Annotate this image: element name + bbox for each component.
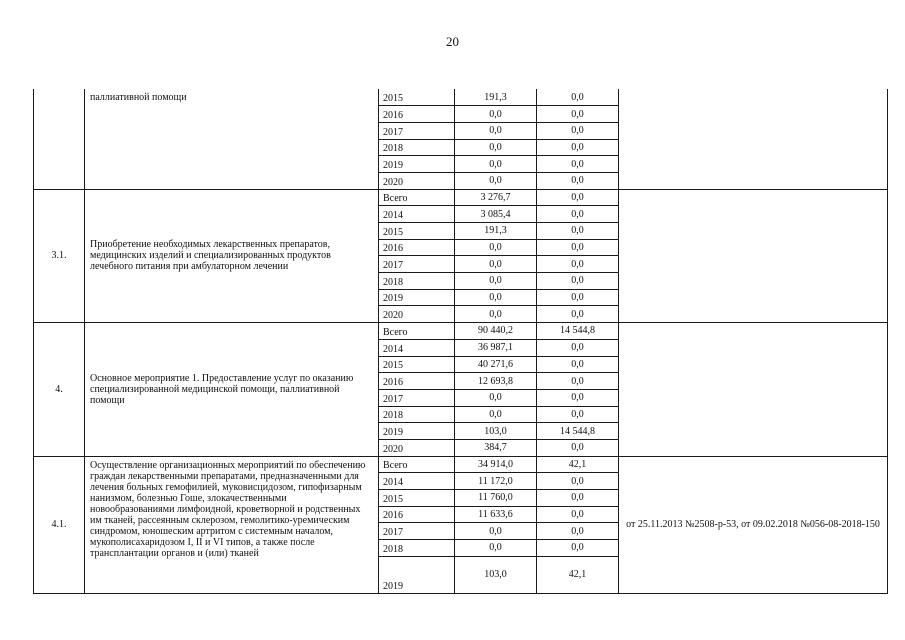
year-cell: 2016 [379, 373, 455, 390]
year-cell: 2018 [379, 139, 455, 156]
year-cell: 2020 [379, 439, 455, 456]
program-table [33, 89, 888, 594]
value-federal-cell: 0,0 [537, 306, 619, 323]
year-cell: 2017 [379, 523, 455, 540]
year-cell: 2018 [379, 273, 455, 290]
year-cell: 2017 [379, 122, 455, 139]
value-total-cell: 0,0 [455, 523, 537, 540]
value-total-cell: 103,0 [455, 556, 537, 593]
value-total-cell: 3 276,7 [455, 189, 537, 206]
table-row [34, 189, 888, 206]
item-name: паллиативной помощи [85, 89, 379, 189]
value-federal-cell: 0,0 [537, 122, 619, 139]
note-cell: от 25.11.2013 №2508-р-53, от 09.02.2018 №056-08-2018-150 [619, 456, 888, 593]
value-federal-cell: 0,0 [537, 256, 619, 273]
table-row [34, 456, 888, 473]
year-cell: 2016 [379, 106, 455, 123]
value-total-cell: 90 440,2 [455, 323, 537, 340]
year-cell: 2014 [379, 339, 455, 356]
value-total-cell: 191,3 [455, 223, 537, 240]
value-total-cell: 0,0 [455, 289, 537, 306]
value-total-cell: 191,3 [455, 89, 537, 106]
value-federal-cell: 0,0 [537, 189, 619, 206]
note-cell [619, 89, 888, 189]
value-federal-cell: 0,0 [537, 540, 619, 557]
value-total-cell: 0,0 [455, 273, 537, 290]
year-cell: 2015 [379, 356, 455, 373]
value-federal-cell: 14 544,8 [537, 423, 619, 440]
value-total-cell: 11 172,0 [455, 473, 537, 490]
value-total-cell: 384,7 [455, 439, 537, 456]
value-federal-cell: 0,0 [537, 139, 619, 156]
table-row [34, 323, 888, 340]
value-total-cell: 0,0 [455, 256, 537, 273]
value-federal-cell: 0,0 [537, 339, 619, 356]
value-total-cell: 11 760,0 [455, 490, 537, 507]
value-federal-cell: 0,0 [537, 373, 619, 390]
item-name: Основное мероприятие 1. Предоставление услуг по оказанию специализированной медицинской помощи, паллиативной помощи [85, 323, 379, 457]
value-federal-cell: 0,0 [537, 439, 619, 456]
value-federal-cell: 0,0 [537, 172, 619, 189]
value-total-cell: 0,0 [455, 389, 537, 406]
value-total-cell: 0,0 [455, 156, 537, 173]
year-cell: 2019 [379, 423, 455, 440]
table-body [34, 89, 888, 593]
value-total-cell: 0,0 [455, 306, 537, 323]
value-federal-cell: 0,0 [537, 223, 619, 240]
value-federal-cell: 0,0 [537, 156, 619, 173]
year-cell: 2018 [379, 406, 455, 423]
value-total-cell: 36 987,1 [455, 339, 537, 356]
item-number [34, 89, 85, 189]
year-cell: 2015 [379, 223, 455, 240]
value-federal-cell: 0,0 [537, 106, 619, 123]
year-cell: Всего [379, 456, 455, 473]
value-federal-cell: 0,0 [537, 273, 619, 290]
value-total-cell: 0,0 [455, 106, 537, 123]
note-cell [619, 189, 888, 323]
value-total-cell: 40 271,6 [455, 356, 537, 373]
value-federal-cell: 0,0 [537, 406, 619, 423]
value-federal-cell: 14 544,8 [537, 323, 619, 340]
item-number: 3.1. [34, 189, 85, 323]
value-total-cell: 103,0 [455, 423, 537, 440]
page-number: 20 [446, 34, 459, 49]
item-name: Приобретение необходимых лекарственных препаратов, медицинских изделий и специализированных продуктов лечебного питания при амбулаторном лечении [85, 189, 379, 323]
year-cell: Всего [379, 189, 455, 206]
value-total-cell: 0,0 [455, 172, 537, 189]
table-row [34, 89, 888, 106]
year-cell: 2016 [379, 239, 455, 256]
value-federal-cell: 42,1 [537, 456, 619, 473]
value-total-cell: 0,0 [455, 139, 537, 156]
value-total-cell: 11 633,6 [455, 506, 537, 523]
value-total-cell: 34 914,0 [455, 456, 537, 473]
value-federal-cell: 42,1 [537, 556, 619, 593]
year-cell: 2020 [379, 172, 455, 189]
year-cell: 2016 [379, 506, 455, 523]
value-federal-cell: 0,0 [537, 523, 619, 540]
year-cell: 2020 [379, 306, 455, 323]
value-federal-cell: 0,0 [537, 89, 619, 106]
value-total-cell: 0,0 [455, 239, 537, 256]
value-federal-cell: 0,0 [537, 239, 619, 256]
item-number: 4.1. [34, 456, 85, 593]
value-federal-cell: 0,0 [537, 356, 619, 373]
value-federal-cell: 0,0 [537, 289, 619, 306]
note-cell [619, 323, 888, 457]
year-cell: 2019 [379, 156, 455, 173]
item-number: 4. [34, 323, 85, 457]
year-cell: 2017 [379, 256, 455, 273]
year-cell: 2014 [379, 206, 455, 223]
value-federal-cell: 0,0 [537, 473, 619, 490]
value-total-cell: 3 085,4 [455, 206, 537, 223]
value-total-cell: 0,0 [455, 122, 537, 139]
item-name: Осуществление организационных мероприятий по обеспечению граждан лекарственными препаратами, предназначенными для лечения больных гемофилией, муковисцидозом, гипофизарным нанизмом, болезнью Гоше, злокачественными новообразованиями лимфоидной, кроветворной и родственных им тканей, рассеянным склерозом, гемолитико-уремическим синдромом, юношеским артритом с системным началом, мукополисахаридозом I, II и VI типов, а также после трансплантации органов и (или) тканей [85, 456, 379, 593]
value-federal-cell: 0,0 [537, 389, 619, 406]
year-cell: 2015 [379, 89, 455, 106]
value-federal-cell: 0,0 [537, 490, 619, 507]
value-federal-cell: 0,0 [537, 206, 619, 223]
value-total-cell: 12 693,8 [455, 373, 537, 390]
value-total-cell: 0,0 [455, 540, 537, 557]
value-federal-cell: 0,0 [537, 506, 619, 523]
year-cell: 2017 [379, 389, 455, 406]
year-cell: 2019 [379, 289, 455, 306]
year-cell: 2019 [379, 556, 455, 593]
year-cell: 2015 [379, 490, 455, 507]
year-cell: 2018 [379, 540, 455, 557]
value-total-cell: 0,0 [455, 406, 537, 423]
year-cell: 2014 [379, 473, 455, 490]
year-cell: Всего [379, 323, 455, 340]
